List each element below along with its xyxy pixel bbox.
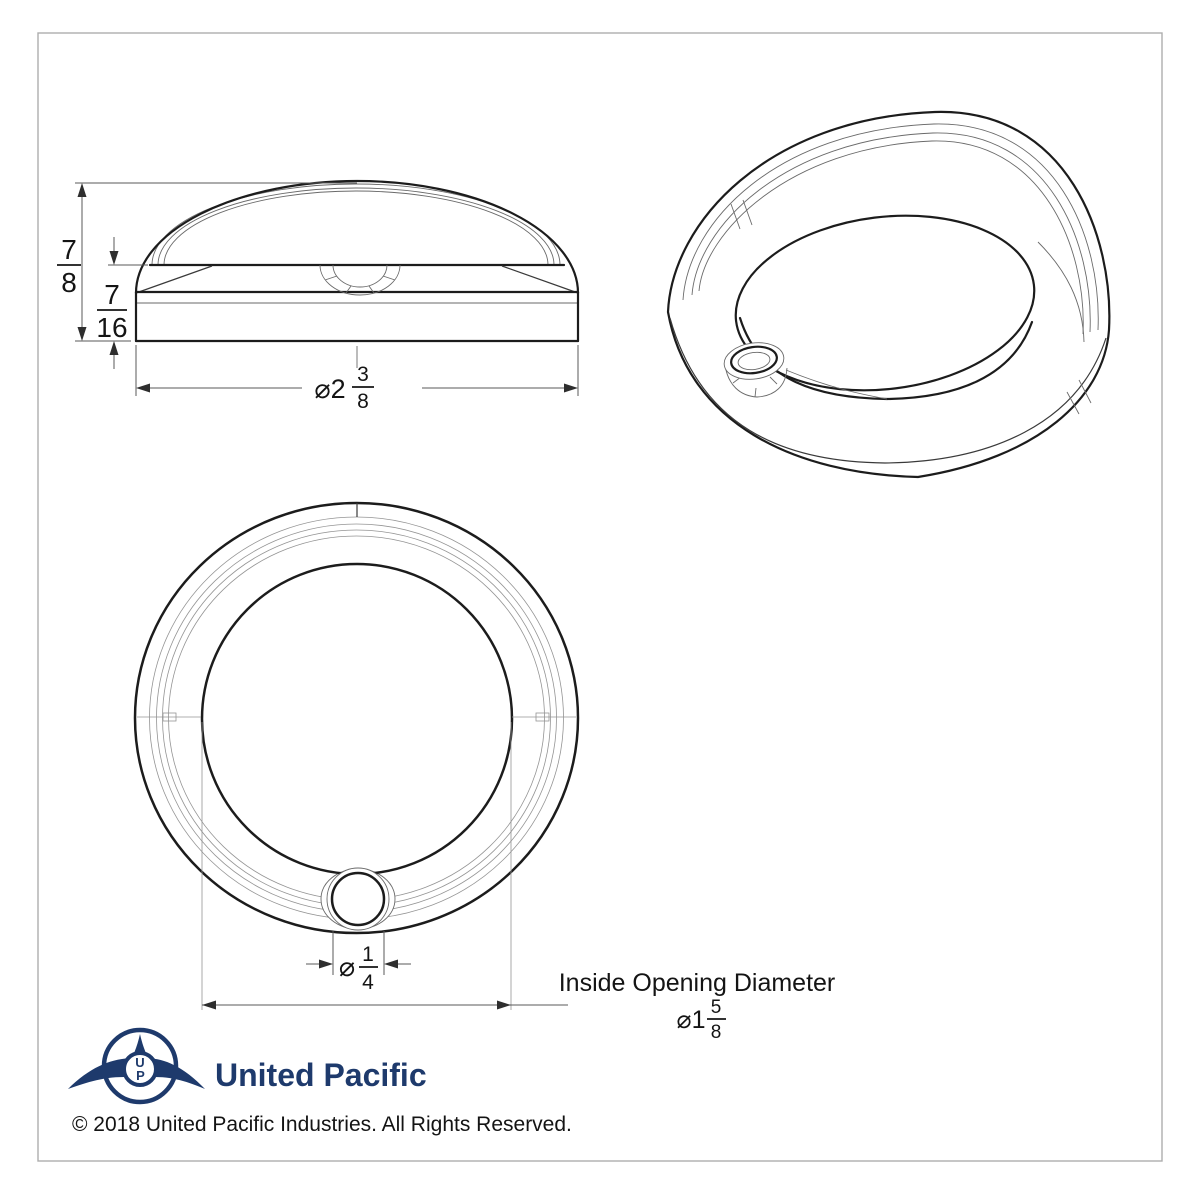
mounting-hole-circle xyxy=(332,873,384,925)
arrowhead-down xyxy=(110,251,119,265)
arrowhead-up xyxy=(78,183,87,197)
visor-ring-line xyxy=(157,524,557,912)
iso-hood-band-line xyxy=(699,141,1083,334)
front-view xyxy=(135,503,578,1010)
inside-opening-label: Inside Opening Diameter xyxy=(558,969,836,997)
dim-text-denominator: 8 xyxy=(61,267,77,298)
dim-hole-diameter xyxy=(306,931,411,994)
dim-text-whole: ⌀2 xyxy=(314,374,346,404)
lens-layer-arc xyxy=(152,184,560,265)
logo-monogram-p: P xyxy=(136,1068,145,1083)
united-pacific-logo xyxy=(68,1030,205,1102)
visor-dome-arc xyxy=(136,181,578,293)
arrowhead-right xyxy=(564,384,578,393)
inside-opening-value-numerator: 5 xyxy=(710,997,722,1018)
right-chamfer-line xyxy=(502,266,578,293)
dim-text-denominator: 16 xyxy=(96,312,128,343)
inside-opening-value-whole: ⌀1 xyxy=(676,1006,706,1034)
notch-segment-line xyxy=(325,276,337,280)
iso-rim-top-edge xyxy=(670,318,1106,463)
notch-outer-arc xyxy=(320,265,400,295)
notch-inner-arc xyxy=(333,265,387,287)
dim-inside-opening xyxy=(202,722,568,1010)
lens-notch xyxy=(320,265,400,295)
iso-hood-band-line xyxy=(683,124,1098,330)
iso-inner-wall-line xyxy=(1038,242,1084,342)
copyright-text: © 2018 United Pacific Industries. All Rights Reserved. xyxy=(72,1113,572,1136)
arrowhead-up xyxy=(110,341,119,355)
arrowhead-left xyxy=(202,1001,216,1010)
inner-opening-circle xyxy=(202,564,512,874)
dim-text-denominator: 4 xyxy=(362,971,374,994)
iso-hood-band-line xyxy=(692,133,1090,332)
side-view xyxy=(57,181,578,413)
notch-segment-line xyxy=(383,276,395,280)
arrowhead-down xyxy=(78,327,87,341)
visor-ring-line xyxy=(150,517,564,919)
inside-opening-annotation xyxy=(559,969,836,1043)
left-chamfer-line xyxy=(136,266,212,293)
inside-opening-value-denominator: 8 xyxy=(710,1022,722,1043)
arrowhead-left xyxy=(384,960,398,969)
visor-ring-line xyxy=(169,536,545,900)
logo-monogram-u: U xyxy=(135,1055,145,1070)
boss-segment-line xyxy=(770,377,777,384)
dim-text-denominator: 8 xyxy=(357,390,369,413)
lens-layer-arc xyxy=(158,188,554,265)
footer xyxy=(68,1030,572,1136)
dim-text-numerator: 7 xyxy=(61,234,77,265)
arrowhead-right xyxy=(319,960,333,969)
brand-wordmark: United Pacific xyxy=(215,1057,427,1093)
dim-text-numerator: 1 xyxy=(362,943,374,966)
visor-ring-line xyxy=(163,530,551,906)
boss-segment-line xyxy=(755,388,756,397)
iso-opening-ellipse xyxy=(726,199,1045,406)
dim-text-numerator: 7 xyxy=(104,279,120,310)
arrowhead-left xyxy=(136,384,150,393)
dim-text-whole: ⌀ xyxy=(338,952,356,982)
dim-text-numerator: 3 xyxy=(357,363,369,386)
arrowhead-right xyxy=(497,1001,511,1010)
isometric-view xyxy=(668,112,1109,477)
lens-layer-arc xyxy=(164,191,548,265)
